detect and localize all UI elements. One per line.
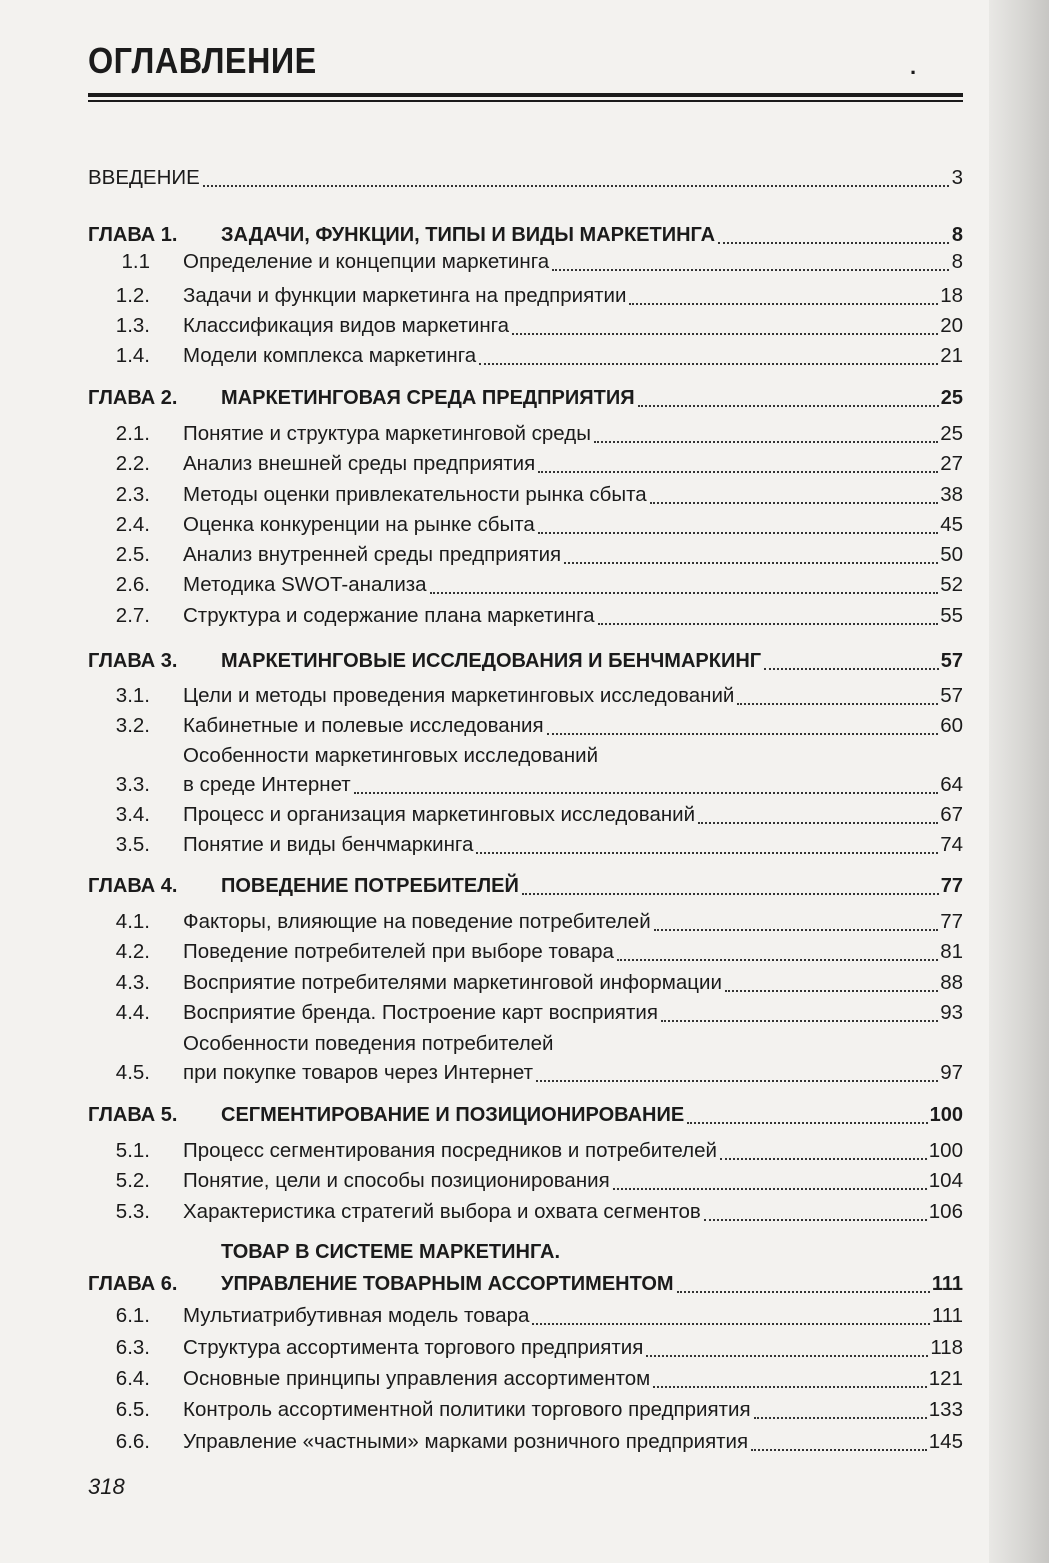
- toc-entry-row: [88, 1197, 963, 1227]
- toc-entry-row: [88, 998, 963, 1028]
- toc-entry-row: [88, 163, 963, 193]
- toc-entry-title: Контроль ассортиментной политики торгового предприятия: [183, 1398, 751, 1421]
- page-number: 318: [88, 1474, 125, 1499]
- toc-entry-title: Кабинетные и полевые исследования: [183, 714, 544, 737]
- toc-entry-title: Процесс сегментирования посредников и потребителей: [183, 1139, 717, 1162]
- toc-entry-number: 4.2.: [115, 940, 150, 963]
- toc-entry-number: 2.4.: [115, 513, 150, 536]
- toc-leader-dots: [751, 1449, 927, 1451]
- toc-entry-title: Процесс и организация маркетинговых исследований: [183, 803, 696, 826]
- toc-entry-number: 3.4.: [115, 803, 150, 826]
- toc-leader-dots: [479, 363, 938, 365]
- toc-page-number: 77: [940, 910, 963, 933]
- toc-page-number: 67: [940, 803, 963, 826]
- toc-entry-title: ПОВЕДЕНИЕ ПОТРЕБИТЕЛЕЙ: [221, 875, 519, 897]
- toc-entry-row: [88, 968, 963, 998]
- toc-entry-row: [88, 830, 963, 860]
- toc-entry-title: СЕГМЕНТИРОВАНИЕ И ПОЗИЦИОНИРОВАНИЕ: [221, 1104, 685, 1126]
- toc-page-number: 111: [931, 1304, 963, 1327]
- toc-page-number: 104: [928, 1169, 963, 1192]
- toc-entry-number: ГЛАВА 5.: [88, 1104, 178, 1126]
- book-gutter: [989, 0, 1049, 1563]
- toc-leader-dots: [617, 959, 938, 961]
- title-mark: .: [910, 54, 917, 79]
- toc-entry-number: 3.2.: [115, 714, 150, 737]
- toc-entry-title: Структура ассортимента торгового предприятия: [183, 1336, 644, 1359]
- toc-entry-number: ГЛАВА 1.: [88, 224, 178, 246]
- toc-entry-title: Анализ внутренней среды предприятия: [183, 543, 562, 566]
- toc-entry-number: 4.1.: [115, 910, 150, 933]
- toc-leader-dots: [754, 1417, 927, 1419]
- toc-entry-row: [88, 247, 963, 277]
- toc-entry-row: [88, 601, 963, 631]
- toc-leader-dots: [687, 1122, 927, 1124]
- toc-page-number: 55: [940, 604, 963, 627]
- toc-entry-number: 2.2.: [115, 452, 150, 475]
- toc-entry-row: [88, 570, 963, 600]
- toc-entry-number: 3.1.: [115, 684, 150, 707]
- toc-entry-number: 3.3.: [115, 773, 150, 796]
- toc-leader-dots: [476, 852, 938, 854]
- toc-page-number: 77: [940, 875, 963, 897]
- toc-leader-dots: [536, 1080, 938, 1082]
- toc-entry-row: [88, 1166, 963, 1196]
- toc-page-number: 38: [940, 483, 963, 506]
- toc-entry-number: 4.5.: [115, 1061, 150, 1084]
- toc-page-number: 18: [940, 284, 963, 307]
- toc-page-number: 45: [940, 513, 963, 536]
- toc-leader-dots: [598, 623, 939, 625]
- toc-entry-row: [88, 311, 963, 341]
- toc-entry-row: [88, 1364, 963, 1394]
- toc-page-number: 64: [940, 773, 963, 796]
- toc-page-number: 121: [928, 1367, 963, 1390]
- toc-page-number: 52: [940, 573, 963, 596]
- toc-entry-number: 2.1.: [115, 422, 150, 445]
- title-rule-thin: [88, 100, 963, 102]
- toc-page-number: 81: [940, 940, 963, 963]
- toc-entry-title: Оценка конкуренции на рынке сбыта: [183, 513, 535, 536]
- toc-entry-title: Определение и концепции маркетинга: [183, 250, 550, 273]
- toc-entry-title-line1: Особенности маркетинговых исследований: [183, 744, 599, 767]
- toc-leader-dots: [203, 185, 949, 187]
- toc-entry-number: ГЛАВА 6.: [88, 1273, 178, 1295]
- toc-page-number: 111: [931, 1273, 963, 1295]
- toc-leader-dots: [552, 269, 949, 271]
- toc-entry-number: 3.5.: [115, 833, 150, 856]
- toc-leader-dots: [646, 1355, 928, 1357]
- toc-page-number: 118: [930, 1336, 963, 1359]
- toc-entry-title: МАРКЕТИНГОВАЯ СРЕДА ПРЕДПРИЯТИЯ: [221, 387, 635, 409]
- toc-entry-number: ГЛАВА 4.: [88, 875, 178, 897]
- toc-entry-row: [88, 510, 963, 540]
- toc-entry-row: [88, 449, 963, 479]
- toc-entry-number: 5.1.: [115, 1139, 150, 1162]
- toc-page-number: 88: [940, 971, 963, 994]
- toc-entry-title: при покупке товаров через Интернет: [183, 1061, 533, 1084]
- toc-entry-row: [88, 1333, 963, 1363]
- toc-entry-title-line1: Особенности поведения потребителей: [183, 1032, 554, 1055]
- toc-leader-dots: [613, 1188, 927, 1190]
- toc-page-number: 100: [928, 1139, 963, 1162]
- toc-entry-title: Поведение потребителей при выборе товара: [183, 940, 614, 963]
- toc-leader-dots: [594, 441, 938, 443]
- toc-entry-number: 2.3.: [115, 483, 150, 506]
- toc-page-number: 100: [929, 1104, 963, 1126]
- toc-leader-dots: [638, 405, 939, 407]
- toc-entry-row: [88, 937, 963, 967]
- toc-entry-row: [88, 1058, 963, 1088]
- toc-entry-number: 2.5.: [115, 543, 150, 566]
- toc-leader-dots: [718, 242, 949, 244]
- toc-leader-dots: [532, 1323, 929, 1325]
- toc-entry-title: Методы оценки привлекательности рынка сбыта: [183, 483, 647, 506]
- toc-leader-dots: [654, 929, 939, 931]
- toc-entry-number: ГЛАВА 2.: [88, 387, 178, 409]
- toc-chapter-row: [88, 871, 963, 901]
- toc-page-number: 57: [940, 650, 963, 672]
- toc-entry-title: ВВЕДЕНИЕ: [88, 166, 200, 189]
- toc-page-number: 74: [940, 833, 963, 856]
- toc-entry-number: 6.5.: [115, 1398, 150, 1421]
- toc-entry-title: Понятие и структура маркетинговой среды: [183, 422, 591, 445]
- toc-leader-dots: [354, 792, 938, 794]
- toc-leader-dots: [661, 1020, 938, 1022]
- toc-entry-row: [88, 770, 963, 800]
- toc-entry-number: 1.2.: [115, 284, 150, 307]
- toc-page-number: 50: [940, 543, 963, 566]
- toc-entry-number: 1.1: [121, 250, 150, 273]
- toc-entry-number: 4.4.: [115, 1001, 150, 1024]
- toc-entry-title: в среде Интернет: [183, 773, 351, 796]
- toc-chapter-row: [88, 220, 963, 250]
- toc-page-number: 3: [951, 166, 963, 189]
- toc-entry-title: ЗАДАЧИ, ФУНКЦИИ, ТИПЫ И ВИДЫ МАРКЕТИНГА: [221, 224, 716, 246]
- toc-entry-row: [88, 681, 963, 711]
- toc-entry-title: Характеристика стратегий выбора и охвата сегментов: [183, 1200, 701, 1223]
- toc-page-number: 25: [940, 387, 963, 409]
- toc-page-number: 93: [940, 1001, 963, 1024]
- toc-entry-number: 2.7.: [115, 604, 150, 627]
- toc-entry-title: УПРАВЛЕНИЕ ТОВАРНЫМ АССОРТИМЕНТОМ: [221, 1273, 674, 1295]
- toc-leader-dots: [704, 1219, 927, 1221]
- toc-leader-dots: [764, 668, 939, 670]
- toc-page-number: 27: [940, 452, 963, 475]
- toc-leader-dots: [629, 303, 938, 305]
- toc-page-number: 133: [928, 1398, 963, 1421]
- toc-entry-title: Восприятие потребителями маркетинговой информации: [183, 971, 722, 994]
- toc-entry-number: 6.1.: [115, 1304, 150, 1327]
- toc-entry-row: [88, 907, 963, 937]
- toc-leader-dots: [725, 990, 938, 992]
- toc-chapter-row: [88, 1100, 963, 1130]
- toc-entry-title: Методика SWOT-анализа: [183, 573, 427, 596]
- toc-entry-title: Факторы, влияющие на поведение потребителей: [183, 910, 651, 933]
- toc-entry-title: Восприятие бренда. Построение карт восприятия: [183, 1001, 658, 1024]
- toc-leader-dots: [538, 532, 938, 534]
- toc-entry-row: [88, 480, 963, 510]
- toc-entry-row: [88, 1427, 963, 1457]
- toc-entry-row: [88, 540, 963, 570]
- toc-entry-title: Структура и содержание плана маркетинга: [183, 604, 595, 627]
- toc-entry-title: Понятие, цели и способы позиционирования: [183, 1169, 610, 1192]
- toc-entry-number: 5.3.: [115, 1200, 150, 1223]
- toc-leader-dots: [564, 562, 938, 564]
- toc-entry-title: Анализ внешней среды предприятия: [183, 452, 536, 475]
- toc-entry-title: Задачи и функции маркетинга на предприятии: [183, 284, 627, 307]
- toc-page-number: 20: [940, 314, 963, 337]
- toc-leader-dots: [650, 502, 939, 504]
- toc-page-number: 60: [940, 714, 963, 737]
- toc-entry-row: [88, 281, 963, 311]
- toc-entry-title-line1: ТОВАР В СИСТЕМЕ МАРКЕТИНГА.: [221, 1241, 561, 1263]
- toc-leader-dots: [677, 1291, 930, 1293]
- toc-page-number: 25: [940, 422, 963, 445]
- toc-leader-dots: [547, 733, 939, 735]
- toc-leader-dots: [653, 1386, 927, 1388]
- toc-entry-title: Классификация видов маркетинга: [183, 314, 510, 337]
- toc-entry-row: [88, 419, 963, 449]
- toc-entry-row: [88, 341, 963, 371]
- toc-chapter-row: [88, 383, 963, 413]
- toc-entry-number: ГЛАВА 3.: [88, 650, 178, 672]
- toc-leader-dots: [512, 333, 938, 335]
- toc-entry-row: [88, 800, 963, 830]
- page-title: ОГЛАВЛЕНИЕ: [88, 40, 317, 81]
- toc-entry-number: 6.6.: [115, 1430, 150, 1453]
- toc-entry-row: [88, 1395, 963, 1425]
- toc-entry-title: Понятие и виды бенчмаркинга: [183, 833, 474, 856]
- toc-page-number: 8: [951, 250, 963, 273]
- toc-entry-number: 1.3.: [115, 314, 150, 337]
- toc-page-number: 8: [951, 224, 963, 246]
- toc-entry-title: Основные принципы управления ассортиментом: [183, 1367, 651, 1390]
- toc-chapter-row: [88, 646, 963, 676]
- toc-leader-dots: [522, 893, 939, 895]
- toc-entry-number: 6.3.: [115, 1336, 150, 1359]
- toc-page-number: 57: [940, 684, 963, 707]
- toc-entry-number: 4.3.: [115, 971, 150, 994]
- toc-entry-number: 6.4.: [115, 1367, 150, 1390]
- toc-entry-title: Цели и методы проведения маркетинговых исследований: [183, 684, 735, 707]
- toc-leader-dots: [698, 822, 938, 824]
- toc-leader-dots: [737, 703, 938, 705]
- toc-chapter-row: [88, 1269, 963, 1299]
- toc-entry-title: Модели комплекса маркетинга: [183, 344, 477, 367]
- toc-entry-row: [88, 711, 963, 741]
- title-rule-thick: [88, 93, 963, 97]
- toc-page-number: 97: [940, 1061, 963, 1084]
- toc-page-number: 21: [940, 344, 963, 367]
- toc-leader-dots: [430, 592, 939, 594]
- toc-leader-dots: [538, 471, 938, 473]
- toc-entry-title: Мультиатрибутивная модель товара: [183, 1304, 530, 1327]
- toc-page-number: 145: [928, 1430, 963, 1453]
- toc-entry-number: 2.6.: [115, 573, 150, 596]
- toc-entry-row: [88, 1301, 963, 1331]
- toc-leader-dots: [720, 1158, 927, 1160]
- toc-entry-row: [88, 1136, 963, 1166]
- toc-entry-number: 1.4.: [115, 344, 150, 367]
- toc-entry-title: Управление «частными» марками розничного предприятия: [183, 1430, 749, 1453]
- toc-entry-title: МАРКЕТИНГОВЫЕ ИССЛЕДОВАНИЯ И БЕНЧМАРКИНГ: [221, 650, 762, 672]
- toc-entry-number: 5.2.: [115, 1169, 150, 1192]
- toc-page-number: 106: [928, 1200, 963, 1223]
